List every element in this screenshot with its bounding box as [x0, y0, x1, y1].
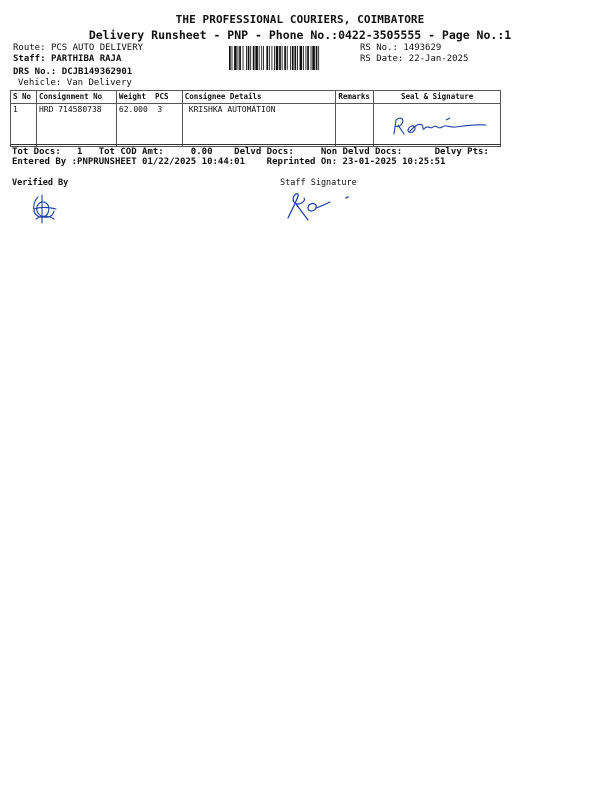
barcode-image	[229, 46, 354, 70]
col-consignment-no: Consignment No	[36, 91, 116, 104]
table-bottom-rule	[10, 144, 501, 145]
company-title: THE PROFESSIONAL COURIERS, COIMBATORE	[175, 13, 425, 26]
vehicle-value: Van Delivery	[66, 78, 132, 88]
cell-remarks	[336, 104, 374, 147]
verified-by-label: Verified By	[12, 178, 69, 188]
col-consignee-details: Consignee Details	[182, 91, 336, 104]
cell-consignment-no: HRD 714580738	[36, 104, 116, 147]
rs-date-line	[360, 53, 468, 65]
route-label: Route:	[13, 43, 46, 53]
rs-date-label: RS Date:	[360, 54, 404, 64]
rs-no-value: 1493629	[403, 43, 442, 53]
col-s-no: S No	[11, 91, 37, 104]
drs-label: DRS No.:	[13, 67, 57, 77]
receiver-signature	[386, 110, 496, 140]
rs-date-value: 22-Jan-2025	[408, 54, 469, 64]
cell-seal-signature	[374, 104, 501, 147]
rs-no-label: RS No.:	[360, 43, 398, 53]
cell-s-no: 1	[11, 104, 37, 147]
staff-label: Staff:	[13, 54, 46, 64]
cell-weight-pcs: 62.000 3	[116, 104, 182, 147]
table-header-row	[11, 91, 501, 104]
entered-line: Entered By :PNPRUNSHEET 01/22/2025 10:44:01 Reprinted On: 23-01-2025 10:25:51	[12, 157, 446, 167]
route-value: PCS AUTO DELIVERY	[50, 43, 144, 53]
verifier-signature	[26, 193, 60, 225]
staff-signature	[282, 190, 362, 224]
staff-line	[13, 53, 121, 65]
vehicle-line	[18, 77, 132, 89]
col-remarks: Remarks	[336, 91, 374, 104]
vehicle-label: Vehicle:	[18, 78, 62, 88]
col-seal-signature: Seal & Signature	[374, 91, 501, 104]
table-row	[11, 104, 501, 147]
col-weight-pcs: Weight PCS	[116, 91, 182, 104]
cell-consignee: KRISHKA AUTOMATION	[182, 104, 336, 147]
drs-value: DCJB149362901	[61, 67, 133, 77]
summary-line: Tot Docs: 1 Tot COD Amt: 0.00 Delvd Docs: Non Delvd Docs: Delvy Pts:	[12, 147, 489, 157]
runsheet-table	[10, 90, 501, 147]
staff-signature-label: Staff Signature	[280, 178, 357, 188]
staff-value: PARTHIBA RAJA	[50, 54, 122, 64]
runsheet-subtitle: Delivery Runsheet - PNP - Phone No.:0422-3505555 - Page No.:1	[88, 28, 512, 42]
